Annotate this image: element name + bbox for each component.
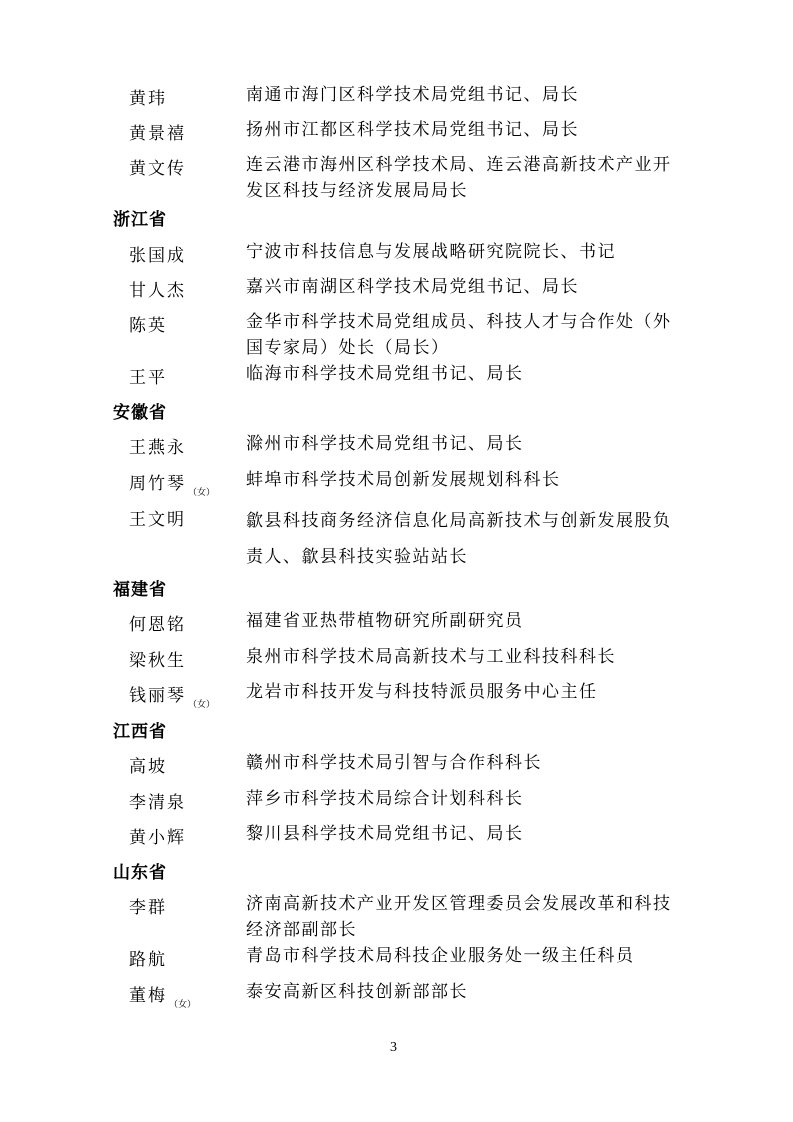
page-number: 3 <box>390 1040 397 1055</box>
person-name: 高坡 <box>129 757 167 777</box>
person-name: 王文明 <box>129 510 186 530</box>
person-title: 济南高新技术产业开发区管理委员会发展改革和科技经济部副部长 <box>246 894 672 940</box>
person-title: 歙县科技商务经济信息化局高新技术与创新发展股负责人、歙县科技实验站站长 <box>246 511 672 567</box>
person-name: 黄玮 <box>129 89 167 109</box>
person-title: 龙岩市科技开发与科技特派员服务中心主任 <box>246 682 598 702</box>
person-title: 泰安高新区科技创新部部长 <box>246 982 468 1002</box>
person-title: 临海市科学技术局党组书记、局长 <box>246 364 524 384</box>
person-name: 陈英 <box>129 316 167 336</box>
person-name: 黄景禧 <box>129 124 186 144</box>
person-name: 梁秋生 <box>129 651 186 671</box>
person-title: 南通市海门区科学技术局党组书记、局长 <box>246 85 579 105</box>
person-title: 扬州市江都区科学技术局党组书记、局长 <box>246 120 579 140</box>
person-name: 周竹琴 $_{(女)}$ <box>129 474 216 498</box>
province-heading: 山东省 <box>113 863 167 883</box>
person-title: 金华市科学技术局党组成员、科技人才与合作处（外国专家局）处长（局长） <box>246 312 672 358</box>
person-title: 福建省亚热带植物研究所副研究员 <box>246 611 524 631</box>
female-marker: （女） <box>188 700 216 710</box>
person-name: 张国成 <box>129 246 186 266</box>
person-name: 甘人杰 <box>129 281 186 301</box>
province-heading: 安徽省 <box>113 403 167 423</box>
person-title: 黎川县科学技术局党组书记、局长 <box>246 824 524 844</box>
person-title: 青岛市科学技术局科技企业服务处一级主任科员 <box>246 946 635 966</box>
person-name: 黄小辉 <box>129 828 186 848</box>
person-title: 泉州市科学技术局高新技术与工业科技科科长 <box>246 647 616 667</box>
female-marker: （女） <box>169 1000 197 1010</box>
female-marker: （女） <box>188 488 216 498</box>
province-heading: 福建省 <box>113 580 167 600</box>
person-title: 蚌埠市科学技术局创新发展规划科科长 <box>246 470 561 490</box>
person-title: 宁波市科技信息与发展战略研究院院长、书记 <box>246 242 616 262</box>
person-title: 嘉兴市南湖区科学技术局党组书记、局长 <box>246 277 579 297</box>
person-name: 董梅 $_{(女)}$ <box>129 986 197 1010</box>
person-name: 何恩铭 <box>129 615 186 635</box>
person-name: 王燕永 <box>129 438 186 458</box>
person-name: 黄文传 <box>129 159 186 179</box>
person-name: 李清泉 <box>129 793 186 813</box>
person-name: 李群 <box>129 898 167 918</box>
person-title: 赣州市科学技术局引智与合作科科长 <box>246 753 542 773</box>
person-name: 钱丽琴 $_{(女)}$ <box>129 686 216 710</box>
person-name: 王平 <box>129 368 167 388</box>
person-name: 路航 <box>129 950 167 970</box>
province-heading: 江西省 <box>113 722 167 742</box>
province-heading: 浙江省 <box>113 210 167 230</box>
person-title: 滁州市科学技术局党组书记、局长 <box>246 434 524 454</box>
person-title: 连云港市海州区科学技术局、连云港高新技术产业开发区科技与经济发展局局长 <box>246 155 672 201</box>
person-title: 萍乡市科学技术局综合计划科科长 <box>246 789 524 809</box>
